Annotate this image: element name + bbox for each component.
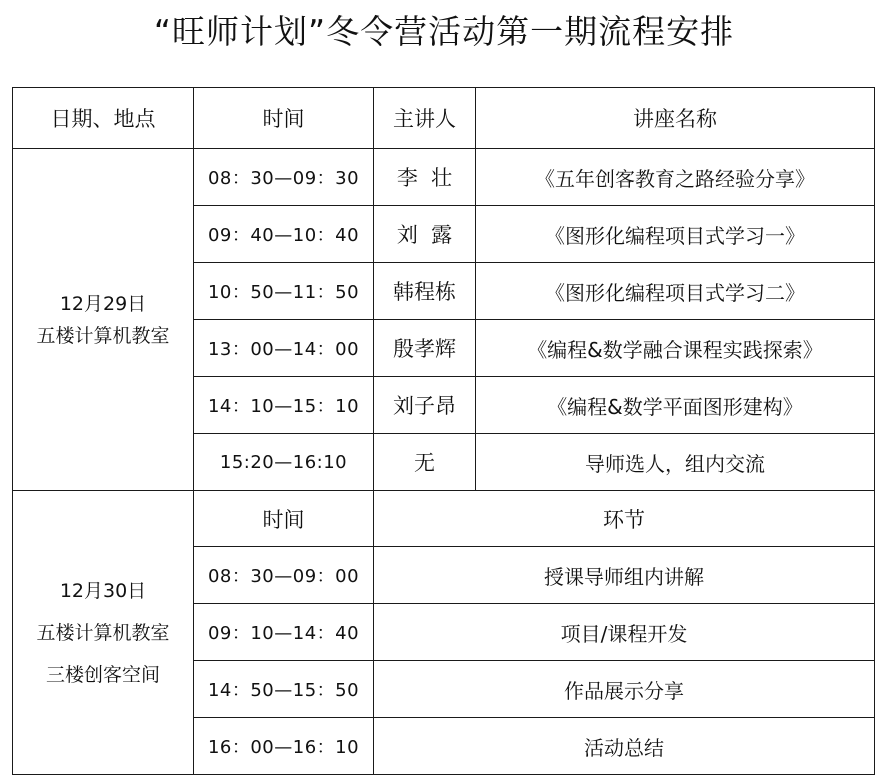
- day2-header-stage: 环节: [374, 491, 875, 547]
- day1-date: 12月29日: [59, 292, 147, 315]
- speaker-cell: 殷孝辉: [374, 320, 476, 377]
- header-speaker: 主讲人: [374, 88, 476, 149]
- table-row: [13, 149, 875, 206]
- lecture-cell: 《五年创客教育之路经验分享》: [476, 149, 875, 206]
- day1-header-row: [13, 88, 875, 149]
- day2-place-2: 三楼创客空间: [45, 663, 160, 686]
- stage-cell: 活动总结: [374, 718, 875, 775]
- time-cell: 16：00—16：10: [194, 718, 374, 775]
- page-title: “旺师计划”冬令营活动第一期流程安排: [153, 12, 735, 51]
- stage-cell: 项目/课程开发: [374, 604, 875, 661]
- speaker-cell: 韩程栋: [374, 263, 476, 320]
- header-time: 时间: [194, 88, 374, 149]
- time-cell: 08：30—09：00: [194, 547, 374, 604]
- speaker-cell: 刘 露: [374, 206, 476, 263]
- lecture-cell: 《编程&数学平面图形建构》: [476, 377, 875, 434]
- day2-header-time: 时间: [194, 491, 374, 547]
- day2-place-1: 五楼计算机教室: [36, 621, 170, 644]
- lecture-cell: 《编程&数学融合课程实践探索》: [476, 320, 875, 377]
- header-lecture: 讲座名称: [476, 88, 875, 149]
- schedule-table: [12, 87, 875, 775]
- lecture-cell: 《图形化编程项目式学习二》: [476, 263, 875, 320]
- time-cell: 08：30—09：30: [194, 149, 374, 206]
- speaker-cell: 刘子昂: [374, 377, 476, 434]
- day1-place: 五楼计算机教室: [36, 324, 170, 347]
- time-cell: 10：50—11：50: [194, 263, 374, 320]
- day1-date-place: [13, 149, 194, 491]
- time-cell: 15:20—16:10: [194, 434, 374, 491]
- time-cell: 14：50—15：50: [194, 661, 374, 718]
- time-cell: 14：10—15：10: [194, 377, 374, 434]
- speaker-cell: 无: [374, 434, 476, 491]
- time-cell: 13：00—14：00: [194, 320, 374, 377]
- header-date-place: 日期、地点: [13, 88, 194, 149]
- day2-date: 12月30日: [59, 579, 147, 602]
- day2-header-row: [13, 491, 875, 547]
- lecture-cell: 导师选人，组内交流: [476, 434, 875, 491]
- day2-date-place: [13, 491, 194, 775]
- time-cell: 09：40—10：40: [194, 206, 374, 263]
- stage-cell: 作品展示分享: [374, 661, 875, 718]
- time-cell: 09：10—14：40: [194, 604, 374, 661]
- lecture-cell: 《图形化编程项目式学习一》: [476, 206, 875, 263]
- speaker-cell: 李 壮: [374, 149, 476, 206]
- stage-cell: 授课导师组内讲解: [374, 547, 875, 604]
